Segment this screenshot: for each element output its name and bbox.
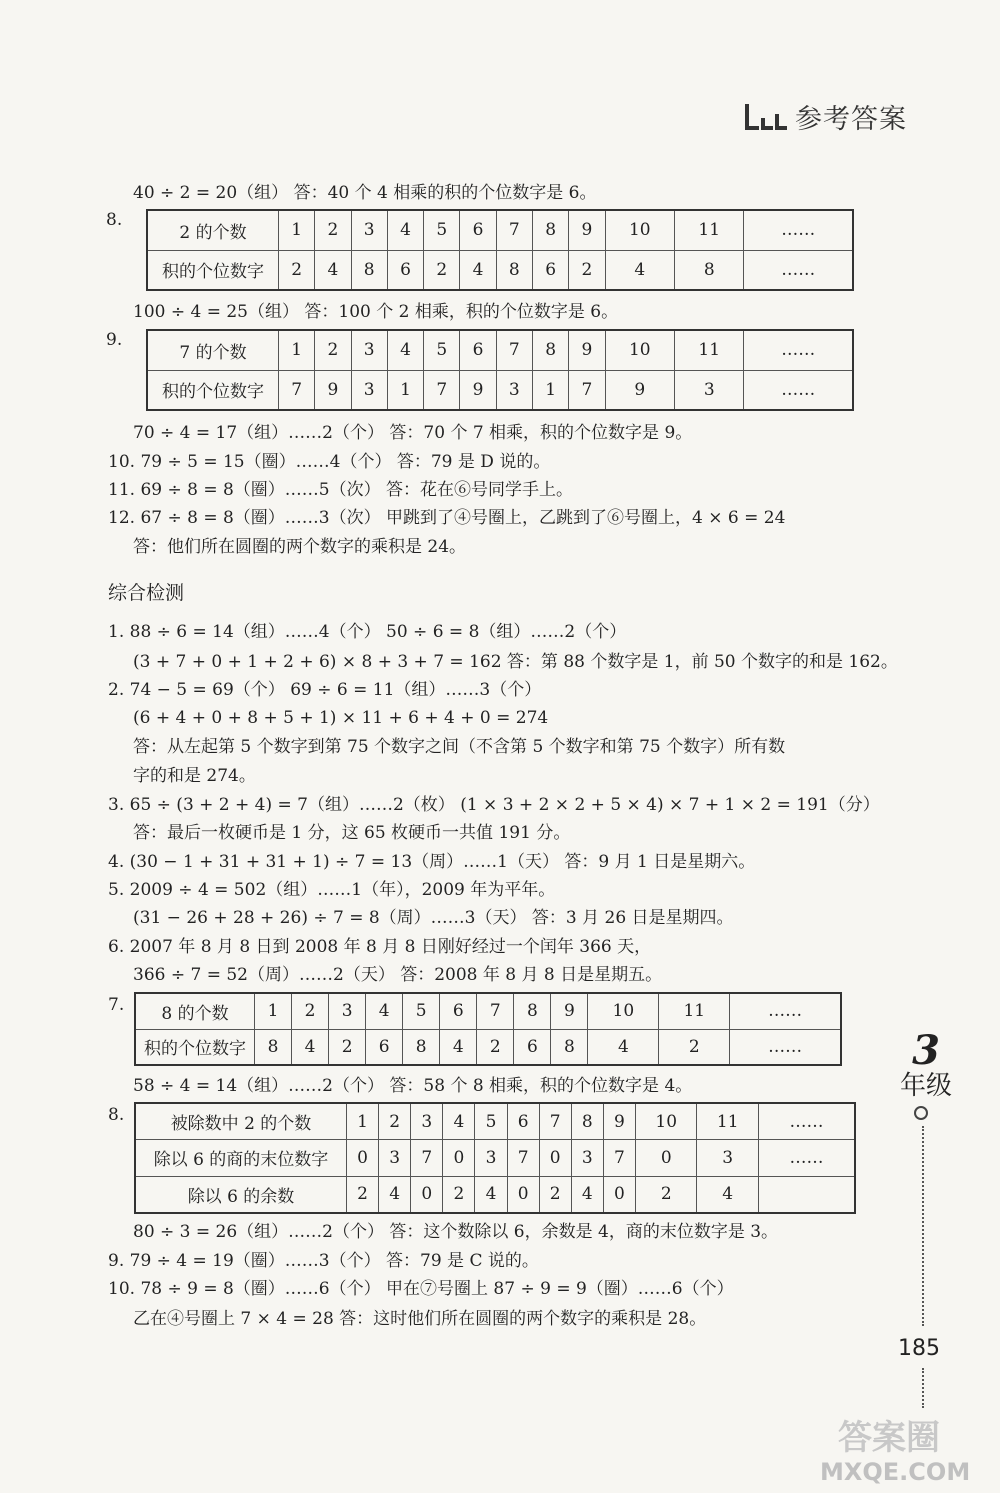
digit-table-q9 (146, 329, 854, 411)
table-cell: 10 (588, 993, 659, 1029)
table-cell: 11 (659, 993, 730, 1029)
table-cell: 4 (571, 1176, 603, 1213)
table-cell: 2 (347, 1176, 379, 1213)
table-cell: 7 (496, 330, 532, 370)
page-number: 185 (898, 1336, 940, 1361)
answer-line: 12. 67 ÷ 8 = 8（圈）……3（次） 甲跳到了④号圈上，乙跳到了⑥号圈上，4 × 6 = 24 (108, 508, 786, 528)
digit-table-c8 (134, 1102, 856, 1214)
table-cell: 1 (255, 993, 292, 1029)
table-cell: 11 (697, 1103, 758, 1140)
answer-line: (31 − 26 + 28 + 26) ÷ 7 = 8（周）……3（天） 答：3 月 26 日是星期四。 (133, 908, 734, 928)
answer-line: 58 ÷ 4 = 14（组）……2（个） 答：58 个 8 相乘，积的个位数字是 4。 (133, 1076, 693, 1096)
table-cell: 3 (496, 370, 532, 410)
table-cell: 2 (379, 1103, 411, 1140)
table-cell: 0 (347, 1140, 379, 1176)
table-row (135, 1176, 855, 1213)
table-cell: 1 (532, 370, 568, 410)
table-cell: …… (730, 1029, 841, 1065)
answer-line: 40 ÷ 2 = 20（组） 答：40 个 4 相乘的积的个位数字是 6。 (133, 183, 597, 203)
table-cell: 4 (443, 1103, 475, 1140)
row-header-cell: 7 的个数 (147, 330, 279, 370)
dotted-divider (922, 1126, 928, 1326)
table-cell: 0 (507, 1176, 539, 1213)
answer-line: 字的和是 274。 (133, 766, 256, 786)
table-cell: 7 (507, 1140, 539, 1176)
table-cell: 10 (605, 210, 674, 250)
table-cell: 2 (329, 1029, 366, 1065)
table-cell: 4 (440, 1029, 477, 1065)
table-cell: 7 (603, 1140, 635, 1176)
answer-line: 5. 2009 ÷ 4 = 502（组）……1（年），2009 年为平年。 (108, 880, 556, 900)
table-cell: 7 (539, 1103, 571, 1140)
row-header-cell: 2 的个数 (147, 210, 279, 250)
table-cell: 1 (347, 1103, 379, 1140)
table-cell: 2 (539, 1176, 571, 1213)
table-cell: 2 (424, 250, 460, 290)
table-cell: 7 (279, 370, 315, 410)
table-cell: 2 (443, 1176, 475, 1213)
table-cell: 2 (279, 250, 315, 290)
answer-line: (6 + 4 + 0 + 8 + 5 + 1) × 11 + 6 + 4 + 0 = 274 (133, 708, 549, 728)
section-title: 综合检测 (108, 582, 185, 604)
table-cell: 2 (569, 250, 605, 290)
table-cell: 4 (387, 210, 423, 250)
table-cell: 3 (571, 1140, 603, 1176)
table-cell: 3 (351, 210, 387, 250)
answer-line: 100 ÷ 4 = 25（组） 答：100 个 2 相乘，积的个位数字是 6。 (133, 302, 619, 322)
table-cell: 4 (475, 1176, 507, 1213)
table-cell: 6 (460, 330, 496, 370)
table-cell: 8 (514, 993, 551, 1029)
table-cell: …… (744, 370, 853, 410)
table-cell: 0 (411, 1176, 443, 1213)
answer-line: 10. 78 ÷ 9 = 8（圈）……6（个） 甲在⑦号圈上 87 ÷ 9 = 9（圈）……6（个） (108, 1279, 734, 1299)
table-cell: 2 (659, 1029, 730, 1065)
table-cell: 4 (379, 1176, 411, 1213)
table-cell: 4 (315, 250, 351, 290)
table-cell: 8 (532, 210, 568, 250)
table-cell: 4 (366, 993, 403, 1029)
question-number: 8. (106, 210, 123, 230)
table-row (135, 993, 841, 1029)
table-cell: 2 (635, 1176, 696, 1213)
row-header-cell: 积的个位数字 (147, 250, 279, 290)
table-cell: 4 (697, 1176, 758, 1213)
table-cell: 2 (315, 210, 351, 250)
row-header-cell: 除以 6 的商的末位数字 (135, 1140, 347, 1176)
table-cell: 4 (292, 1029, 329, 1065)
digit-table-q8 (146, 209, 854, 291)
answer-line: 70 ÷ 4 = 17（组）……2（个） 答：70 个 7 相乘，积的个位数字是 9。 (133, 423, 693, 443)
table-row (147, 250, 853, 290)
table-cell: 3 (697, 1140, 758, 1176)
circle-marker-icon (914, 1106, 928, 1120)
grade-number: 3 (912, 1027, 940, 1074)
table-cell: 11 (675, 330, 744, 370)
table-cell: 4 (387, 330, 423, 370)
table-cell: 5 (424, 210, 460, 250)
table-cell: 10 (635, 1103, 696, 1140)
row-header-cell: 被除数中 2 的个数 (135, 1103, 347, 1140)
table-cell: 0 (603, 1176, 635, 1213)
table-cell: 3 (351, 330, 387, 370)
table-cell: 0 (635, 1140, 696, 1176)
table-cell: 6 (440, 993, 477, 1029)
answer-line: 4. (30 − 1 + 31 + 31 + 1) ÷ 7 = 13（周）……1（天） 答：9 月 1 日是星期六。 (108, 852, 756, 872)
table-cell: 6 (507, 1103, 539, 1140)
table-cell: 6 (366, 1029, 403, 1065)
table-cell: 10 (605, 330, 674, 370)
table-row (147, 210, 853, 250)
table-cell: 8 (551, 1029, 588, 1065)
table-cell: 8 (255, 1029, 292, 1065)
answer-line: 乙在④号圈上 7 × 4 = 28 答：这时他们所在圆圈的两个数字的乘积是 28。 (133, 1309, 707, 1329)
table-cell: …… (744, 210, 853, 250)
row-header-cell: 除以 6 的余数 (135, 1176, 347, 1213)
table-cell: 4 (605, 250, 674, 290)
table-cell: 9 (605, 370, 674, 410)
table-cell: 7 (424, 370, 460, 410)
answer-line: 11. 69 ÷ 8 = 8（圈）……5（次） 答：花在⑥号同学手上。 (108, 480, 574, 500)
table-cell: 2 (292, 993, 329, 1029)
answer-line: 答：从左起第 5 个数字到第 75 个数字之间（不含第 5 个数字和第 75 个数字）所有数 (133, 737, 786, 757)
answer-line: 6. 2007 年 8 月 8 日到 2008 年 8 月 8 日刚好经过一个闰年 366 天， (108, 937, 652, 957)
table-row (147, 370, 853, 410)
table-cell: 7 (569, 370, 605, 410)
answer-line: 10. 79 ÷ 5 = 15（圈）……4（个） 答：79 是 D 说的。 (108, 452, 551, 472)
answer-line: 366 ÷ 7 = 52（周）……2（天） 答：2008 年 8 月 8 日是星期五。 (133, 965, 663, 985)
table-cell: …… (730, 993, 841, 1029)
table-cell: 6 (387, 250, 423, 290)
watermark-url: MXQE.COM (820, 1458, 971, 1486)
table-cell: 7 (411, 1140, 443, 1176)
answer-line: 1. 88 ÷ 6 = 14（组）……4（个） 50 ÷ 6 = 8（组）……2（个） (108, 622, 627, 642)
answer-line: 2. 74 − 5 = 69（个） 69 ÷ 6 = 11（组）……3（个） (108, 680, 542, 700)
table-cell: 8 (351, 250, 387, 290)
table-cell: 7 (496, 210, 532, 250)
table-cell: 2 (315, 330, 351, 370)
page-title: 参考答案 (795, 103, 907, 135)
table-cell: 3 (475, 1140, 507, 1176)
table-cell: 8 (403, 1029, 440, 1065)
table-cell: 3 (379, 1140, 411, 1176)
answer-line: 80 ÷ 3 = 26（组）……2（个） 答：这个数除以 6，余数是 4，商的末位数字是 3。 (133, 1222, 779, 1242)
table-cell: 3 (351, 370, 387, 410)
question-number: 9. (106, 330, 123, 350)
answer-line: 答：最后一枚硬币是 1 分，这 65 枚硬币一共值 191 分。 (133, 823, 571, 843)
table-cell: 9 (551, 993, 588, 1029)
table-cell: …… (758, 1140, 855, 1176)
table-cell: 4 (588, 1029, 659, 1065)
table-cell: 5 (403, 993, 440, 1029)
page-header (745, 96, 915, 136)
table-cell: …… (758, 1103, 855, 1140)
table-cell: 9 (569, 330, 605, 370)
table-cell: 1 (279, 210, 315, 250)
answer-line: 答：他们所在圆圈的两个数字的乘积是 24。 (133, 537, 467, 557)
question-number: 8. (108, 1105, 125, 1125)
table-row (135, 1029, 841, 1065)
table-cell: 5 (424, 330, 460, 370)
table-cell: 11 (675, 210, 744, 250)
table-cell: 8 (532, 330, 568, 370)
table-cell: 8 (571, 1103, 603, 1140)
answer-line: 3. 65 ÷ (3 + 2 + 4) = 7（组）……2（枚） (1 × 3 + 2 × 2 + 5 × 4) × 7 + 1 × 2 = 191（分） (108, 795, 880, 815)
table-row (147, 330, 853, 370)
table-cell: …… (744, 330, 853, 370)
dotted-divider (922, 1368, 928, 1408)
table-cell: 3 (675, 370, 744, 410)
table-cell: 9 (460, 370, 496, 410)
table-cell: 1 (387, 370, 423, 410)
table-cell: 4 (460, 250, 496, 290)
table-cell: 9 (603, 1103, 635, 1140)
answer-line: (3 + 7 + 0 + 1 + 2 + 6) × 8 + 3 + 7 = 162 答：第 88 个数字是 1，前 50 个数字的和是 162。 (133, 652, 898, 672)
row-header-cell: 积的个位数字 (147, 370, 279, 410)
table-cell (758, 1176, 855, 1213)
row-header-cell: 8 的个数 (135, 993, 255, 1029)
table-row (135, 1103, 855, 1140)
table-cell: 0 (443, 1140, 475, 1176)
bars-icon (745, 100, 789, 132)
table-cell: 8 (675, 250, 744, 290)
grade-label: 年级 (900, 1071, 953, 1101)
table-cell: 6 (532, 250, 568, 290)
table-cell: 9 (315, 370, 351, 410)
table-cell: 5 (475, 1103, 507, 1140)
table-cell: 6 (514, 1029, 551, 1065)
table-cell: …… (744, 250, 853, 290)
table-cell: 7 (477, 993, 514, 1029)
grade-marker (900, 1027, 953, 1101)
table-cell: 0 (539, 1140, 571, 1176)
table-cell: 3 (329, 993, 366, 1029)
table-cell: 1 (279, 330, 315, 370)
question-number: 7. (108, 995, 125, 1015)
table-cell: 8 (496, 250, 532, 290)
table-cell: 6 (460, 210, 496, 250)
table-cell: 3 (411, 1103, 443, 1140)
answer-line: 9. 79 ÷ 4 = 19（圈）……3（个） 答：79 是 C 说的。 (108, 1251, 539, 1271)
row-header-cell: 积的个位数字 (135, 1029, 255, 1065)
table-cell: 2 (477, 1029, 514, 1065)
digit-table-c7 (134, 992, 842, 1066)
table-row (135, 1140, 855, 1176)
watermark-logo: 答案圈 (838, 1418, 940, 1458)
table-cell: 9 (569, 210, 605, 250)
